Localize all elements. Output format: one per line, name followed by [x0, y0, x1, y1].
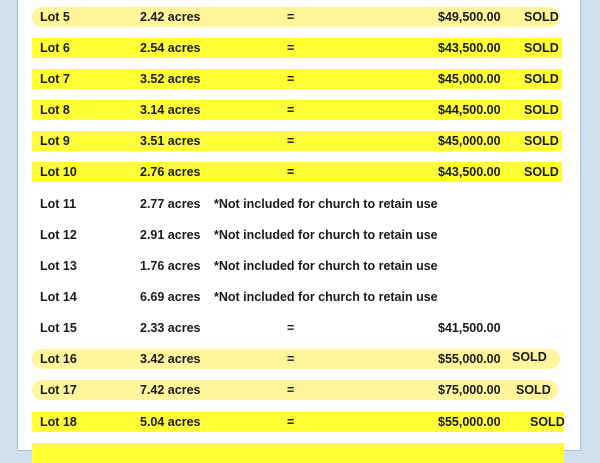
equals-sign: = — [287, 103, 295, 117]
equals-sign: = — [287, 383, 295, 397]
lot-name: Lot 10 — [40, 165, 77, 179]
table-row — [32, 412, 564, 432]
lot-name: Lot 7 — [40, 72, 70, 86]
lot-acres: 2.77 acres — [140, 197, 201, 211]
sold-status: SOLD — [524, 41, 559, 55]
lot-name: Lot 9 — [40, 134, 70, 148]
lot-name: Lot 15 — [40, 321, 77, 335]
equals-sign: = — [287, 352, 295, 366]
table-row — [32, 194, 562, 214]
table-row — [32, 7, 560, 27]
lot-acres: 7.42 acres — [140, 383, 201, 397]
lot-price: $41,500.00 — [438, 321, 501, 335]
lot-price: $55,000.00 — [438, 415, 501, 429]
sold-status: SOLD — [512, 350, 547, 364]
table-row — [32, 380, 558, 400]
lot-name: Lot 18 — [40, 415, 77, 429]
lot-name: Lot 14 — [40, 290, 77, 304]
table-row — [32, 38, 562, 58]
lot-name: Lot 13 — [40, 259, 77, 273]
table-row — [32, 69, 562, 89]
lot-price: $44,500.00 — [438, 103, 501, 117]
table-row — [32, 131, 562, 151]
lot-acres: 2.54 acres — [140, 41, 201, 55]
lot-price: $45,000.00 — [438, 134, 501, 148]
table-row — [32, 256, 562, 276]
sold-status: SOLD — [524, 103, 559, 117]
lot-price: $49,500.00 — [438, 10, 501, 24]
table-row — [32, 349, 560, 369]
sold-status: SOLD — [516, 383, 551, 397]
lot-name: Lot 16 — [40, 352, 77, 366]
lot-acres: 3.42 acres — [140, 352, 201, 366]
lot-price-list — [18, 0, 580, 450]
lot-note: *Not included for church to retain use — [214, 197, 438, 211]
lot-name: Lot 11 — [40, 197, 77, 211]
equals-sign: = — [287, 134, 295, 148]
lot-acres: 2.33 acres — [140, 321, 201, 335]
equals-sign: = — [287, 10, 295, 24]
lot-name: Lot 17 — [40, 383, 77, 397]
lot-price: $45,000.00 — [438, 72, 501, 86]
lot-price: $43,500.00 — [438, 165, 501, 179]
lot-acres: 1.76 acres — [140, 259, 201, 273]
table-row — [32, 162, 562, 182]
equals-sign: = — [287, 72, 295, 86]
equals-sign: = — [287, 415, 295, 429]
lot-acres: 5.04 acres — [140, 415, 201, 429]
lot-note: *Not included for church to retain use — [214, 290, 438, 304]
equals-sign: = — [287, 321, 295, 335]
lot-name: Lot 12 — [40, 228, 77, 242]
sold-status: SOLD — [530, 415, 565, 429]
sold-status: SOLD — [524, 10, 559, 24]
lot-price: $75,000.00 — [438, 383, 501, 397]
lot-acres: 3.52 acres — [140, 72, 201, 86]
lot-name: Lot 8 — [40, 103, 70, 117]
lot-acres: 3.14 acres — [140, 103, 201, 117]
lot-acres: 6.69 acres — [140, 290, 201, 304]
lot-acres: 2.91 acres — [140, 228, 201, 242]
cut-off-row — [32, 443, 564, 463]
table-row — [32, 225, 562, 245]
sold-status: SOLD — [524, 165, 559, 179]
table-row — [32, 100, 562, 120]
sold-status: SOLD — [524, 72, 559, 86]
lot-name: Lot 6 — [40, 41, 70, 55]
lot-note: *Not included for church to retain use — [214, 259, 438, 273]
sold-status: SOLD — [524, 134, 559, 148]
lot-acres: 2.76 acres — [140, 165, 201, 179]
equals-sign: = — [287, 41, 295, 55]
lot-name: Lot 5 — [40, 10, 70, 24]
lot-price: $55,000.00 — [438, 352, 501, 366]
table-row — [32, 318, 562, 338]
lot-acres: 3.51 acres — [140, 134, 201, 148]
equals-sign: = — [287, 165, 295, 179]
lot-note: *Not included for church to retain use — [214, 228, 438, 242]
lot-acres: 2.42 acres — [140, 10, 201, 24]
lot-price: $43,500.00 — [438, 41, 501, 55]
table-row — [32, 287, 562, 307]
